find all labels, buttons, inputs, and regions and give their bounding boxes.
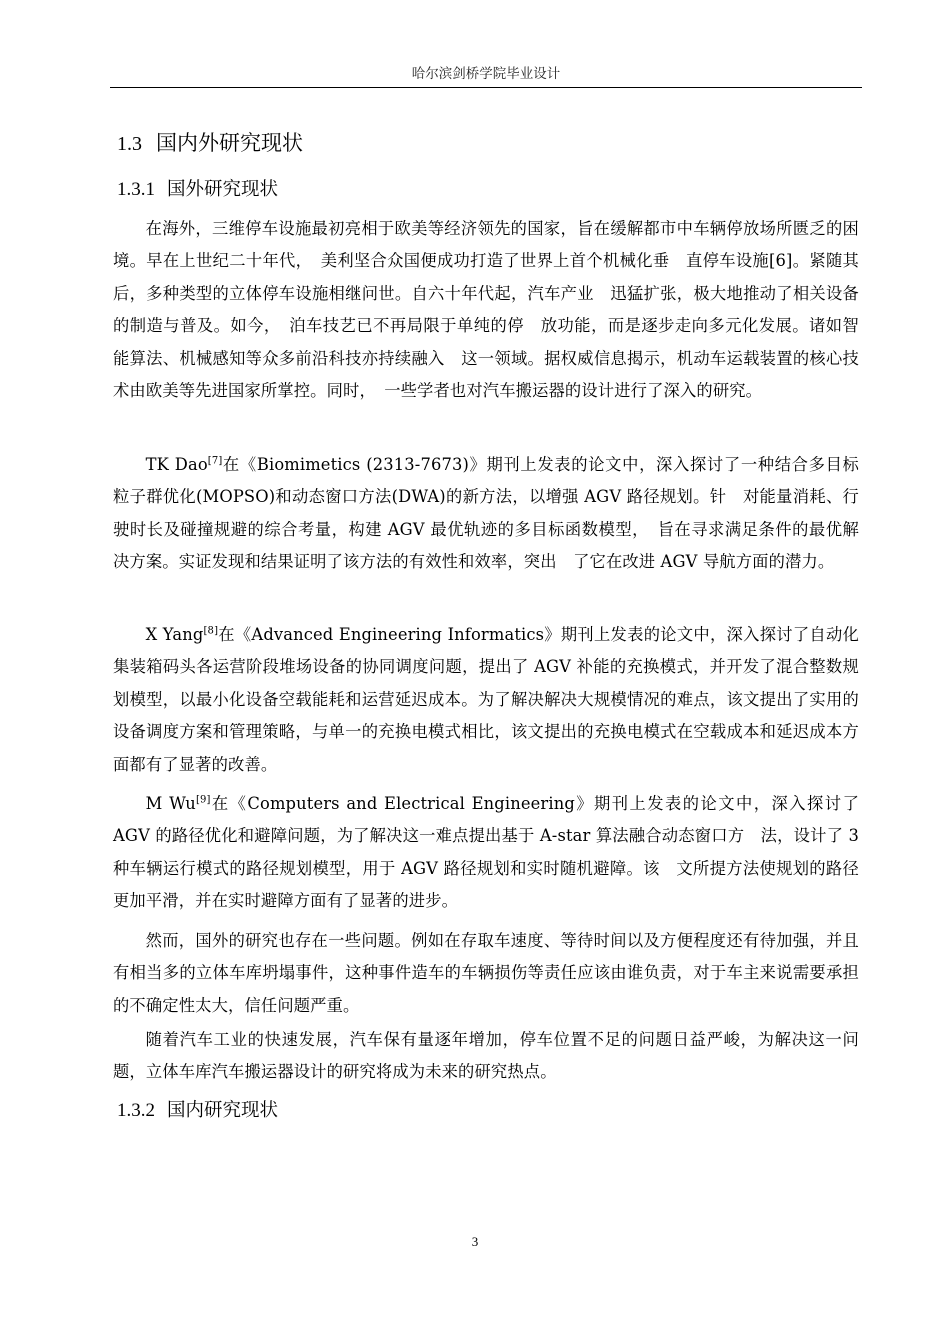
paragraph-text: 。紧随其后，多种类型的立体停车设施相继问世。自六十年代起，汽车产业 迅猛扩张，极大地推动了相关设备的制造与普及。如今， 泊车技艺已不再局限于单纯的停 放功能，而是逐步走向多元化发展。诸如智能算法、机械感知等众多前沿科技亦持续融入 这一领域。据权威信息揭示，机动车运载装置的核心技术由欧美等先进国家所掌控。同时， 一些学者也对汽车搬运器的设计进行了深入的研究。 [113,251,859,401]
paragraph-problems [113,925,859,1022]
paragraph-text: 在《Advanced Engineering Informatics》期刊上发表的论文中，深入探讨了自动化集装箱码头各运营阶段堆场设备的协同调度问题，提出了 AGV 补能的充换模式，并开发了混合整数规划模型，以最小化设备空载能耗和运营延迟成本。为了解决解决大规模情况的难点，该文提出了实用的设备调度方案和管理策略，与单一的充换电模式相比，该文提出的充换电模式在空载成本和延迟成本方面都有了显著的改善。 [113,625,859,774]
paragraph-text: 在海外，三维停车设施最初亮相于欧美等经济领先的国家，旨在缓解都市中车辆停放场所匮乏的困境。早在上世纪二十年代， 美利坚合众国便成功打造了世界上首个机械化垂 直停车设施 [113,219,859,271]
author-name: TK Dao [145,455,208,474]
running-header: 哈尔滨剑桥学院毕业设计 [411,66,561,82]
subsection-number: 1.3.2 [117,1100,155,1121]
paragraph-tk-dao [113,449,859,579]
citation-ref: [7] [207,455,223,467]
page-number: 3 [471,1234,479,1249]
section-number: 1.3 [117,133,142,155]
author-name: M Wu [145,794,196,813]
paragraph-text: 然而，国外的研究也存在一些问题。例如在存取车速度、等待时间以及方便程度还有待加强，并且有相当多的立体车库坍塌事件，这种事件造车的车辆损伤等责任应该由谁负责，对于车主来说需要承担的不确定性太大，信任问题严重。 [113,931,859,1015]
header-rule [110,87,862,88]
citation-ref: [6] [769,251,793,271]
paragraph-outlook [113,1024,859,1089]
paragraph-text: 在《Biomimetics (2313-7673)》期刊上发表的论文中，深入探讨了一种结合多目标粒子群优化(MOPSO)和动态窗口方法(DWA)的新方法，以增强 AGV 路径规划。针 对能量消耗、行驶时长及碰撞规避的综合考量，构建 AGV 最优轨迹的多目标函数模型， 旨在寻求满足条件的最优解决方案。实证发现和结果证明了该方法的有效性和效率，突出 了它在改进 AGV 导航方面的潜力。 [113,455,859,572]
section-title: 国内外研究现状 [156,131,303,155]
citation-ref: [8] [203,625,219,637]
subsection-title: 国内研究现状 [167,1100,279,1121]
subsection-heading-domestic [117,1096,278,1122]
subsection-title: 国外研究现状 [167,179,279,200]
paragraph-m-wu [113,788,859,918]
section-heading [117,127,303,157]
paragraph-text: 在《Computers and Electrical Engineering》期刊上发表的论文中，深入探讨了 AGV 的路径优化和避障问题，为了解决这一难点提出基于 A-star 算法融合动态窗口方 法，设计了 3 种车辆运行模式的路径规划模型，用于 AGV 路径规划和实时随机避障。该 文所提方法使规划的路径更加平滑，并在实时避障方面有了显著的进步。 [113,794,859,911]
subsection-heading-foreign [117,175,278,201]
paragraph-x-yang [113,619,859,781]
paragraph-overview [113,213,859,407]
paragraph-text: 随着汽车工业的快速发展，汽车保有量逐年增加，停车位置不足的问题日益严峻，为解决这一问题，立体车库汽车搬运器设计的研究将成为未来的研究热点。 [113,1030,859,1082]
subsection-number: 1.3.1 [117,179,155,200]
citation-ref: [9] [195,794,211,806]
author-name: X Yang [145,625,204,644]
